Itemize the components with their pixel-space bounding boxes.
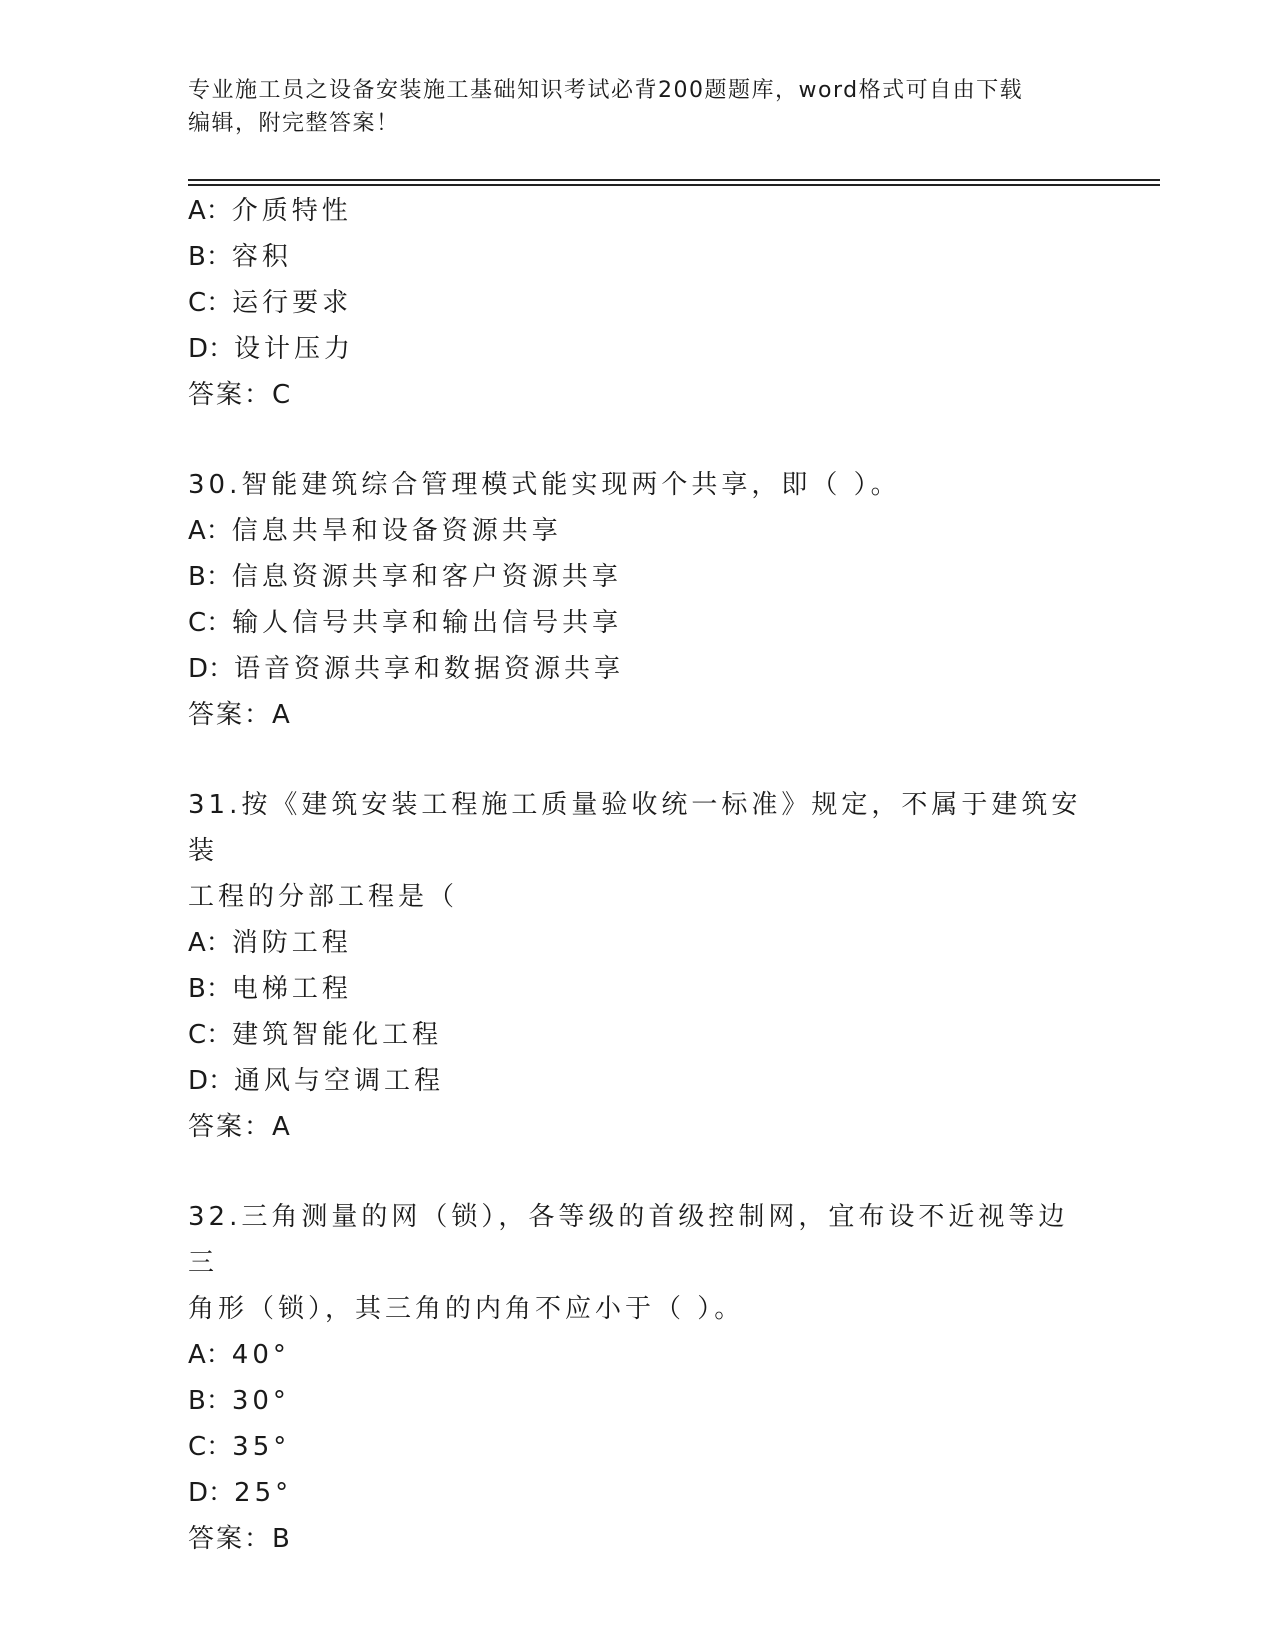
question-text-continued: 工程的分部工程是（ (188, 882, 459, 912)
option-b: B：容积 (188, 242, 292, 272)
option-a: A：介质特性 (188, 196, 352, 226)
header-divider-bottom (188, 184, 1160, 186)
question-block (188, 188, 1108, 418)
answer-text: 答案：A (188, 700, 292, 730)
question-text-continued: 角形（锁），其三角的内角不应小于（ ）。 (188, 1294, 745, 1324)
header-divider-top (188, 179, 1160, 181)
option-b: B：信息资源共享和客户资源共享 (188, 562, 622, 592)
question-text: 32.三角测量的网（锁），各等级的首级控制网，宜布设不近视等边三 (188, 1202, 1069, 1278)
header-line-1: 专业施工员之设备安装施工基础知识考试必背200题题库，word格式可自由下载 (188, 78, 1024, 103)
answer-text: 答案：C (188, 380, 293, 410)
document-header (188, 74, 1088, 140)
option-c: C：建筑智能化工程 (188, 1020, 443, 1050)
option-c: C：运行要求 (188, 288, 353, 318)
question-block (188, 462, 1108, 738)
header-line-2: 编辑，附完整答案！ (188, 111, 400, 136)
spacer (188, 738, 1108, 782)
option-c: C：35° (188, 1432, 291, 1462)
option-b: B：30° (188, 1386, 290, 1416)
option-d: D：语音资源共享和数据资源共享 (188, 654, 625, 684)
question-text: 31.按《建筑安装工程施工质量验收统一标准》规定，不属于建筑安装 (188, 790, 1082, 866)
option-d: D：设计压力 (188, 334, 355, 364)
option-c: C：输人信号共享和输出信号共享 (188, 608, 623, 638)
option-a: A：消防工程 (188, 928, 352, 958)
answer-text: 答案：A (188, 1112, 292, 1142)
spacer (188, 418, 1108, 462)
question-block (188, 782, 1108, 1150)
question-block (188, 1194, 1108, 1562)
option-b: B：电梯工程 (188, 974, 352, 1004)
option-a: A：40° (188, 1340, 290, 1370)
spacer (188, 1150, 1108, 1194)
option-d: D：通风与空调工程 (188, 1066, 445, 1096)
option-a: A：信息共旱和设备资源共享 (188, 516, 562, 546)
answer-text: 答案：B (188, 1524, 292, 1554)
question-text: 30.智能建筑综合管理模式能实现两个共享，即（ ）。 (188, 470, 901, 500)
option-d: D：25° (188, 1478, 293, 1508)
question-list (188, 188, 1108, 1562)
